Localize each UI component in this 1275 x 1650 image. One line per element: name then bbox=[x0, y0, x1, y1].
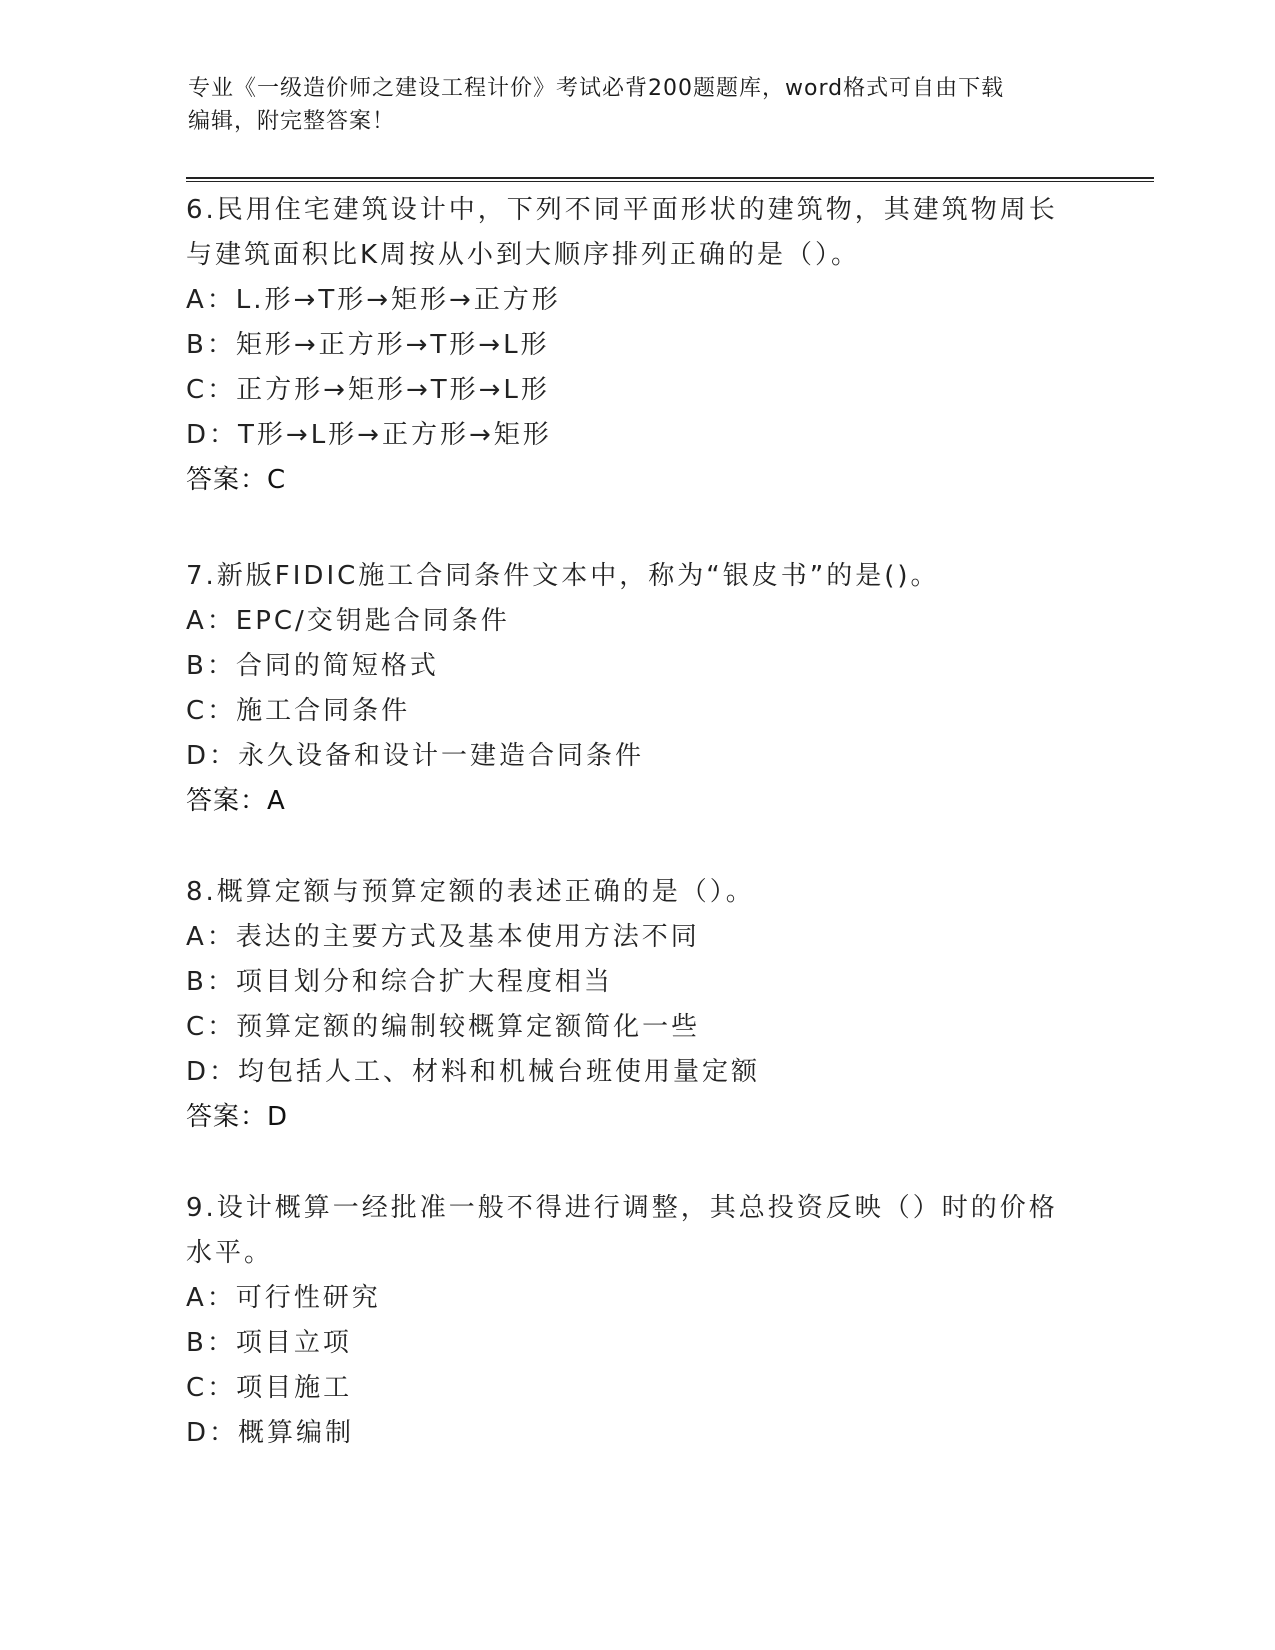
document-header bbox=[188, 72, 1088, 138]
option-b: B：矩形→正方形→T形→L形 bbox=[186, 330, 550, 360]
header-line-1: 专业《一级造价师之建设工程计价》考试必背200题题库，word格式可自由下载 bbox=[188, 76, 1005, 101]
question-stem: 6.民用住宅建筑设计中，下列不同平面形状的建筑物，其建筑物周长 bbox=[186, 195, 1058, 225]
question-stem-continued: 与建筑面积比K周按从小到大顺序排列正确的是（）。 bbox=[186, 240, 861, 270]
answer: 答案：A bbox=[186, 786, 286, 816]
question-stem: 9.设计概算一经批准一般不得进行调整，其总投资反映（）时的价格 bbox=[186, 1193, 1058, 1223]
option-a: A：表达的主要方式及基本使用方法不同 bbox=[186, 922, 700, 952]
question-7 bbox=[186, 554, 1086, 824]
answer: 答案：C bbox=[186, 465, 287, 495]
option-a: A：EPC/交钥匙合同条件 bbox=[186, 606, 510, 636]
header-divider-thick bbox=[186, 177, 1154, 179]
option-a: A：可行性研究 bbox=[186, 1283, 381, 1313]
option-c: C：项目施工 bbox=[186, 1373, 353, 1403]
header-line-2: 编辑，附完整答案！ bbox=[188, 109, 396, 134]
option-c: C：施工合同条件 bbox=[186, 696, 411, 726]
option-d: D：T形→L形→正方形→矩形 bbox=[186, 420, 552, 450]
option-d: D：均包括人工、材料和机械台班使用量定额 bbox=[186, 1057, 761, 1087]
question-8 bbox=[186, 870, 1086, 1140]
option-b: B：合同的简短格式 bbox=[186, 651, 439, 681]
header-divider-thin bbox=[186, 181, 1154, 182]
option-a: A：L.形→T形→矩形→正方形 bbox=[186, 285, 561, 315]
question-6 bbox=[186, 188, 1086, 503]
option-c: C：正方形→矩形→T形→L形 bbox=[186, 375, 550, 405]
answer: 答案：D bbox=[186, 1102, 289, 1132]
option-d: D：永久设备和设计一建造合同条件 bbox=[186, 741, 645, 771]
question-9 bbox=[186, 1186, 1086, 1456]
option-b: B：项目划分和综合扩大程度相当 bbox=[186, 967, 613, 997]
question-stem: 7.新版FIDIC施工合同条件文本中，称为“银皮书”的是()。 bbox=[186, 561, 940, 591]
question-stem-continued: 水平。 bbox=[186, 1238, 274, 1268]
option-d: D：概算编制 bbox=[186, 1418, 355, 1448]
option-b: B：项目立项 bbox=[186, 1328, 352, 1358]
option-c: C：预算定额的编制较概算定额简化一些 bbox=[186, 1012, 701, 1042]
question-stem: 8.概算定额与预算定额的表述正确的是（）。 bbox=[186, 877, 755, 907]
